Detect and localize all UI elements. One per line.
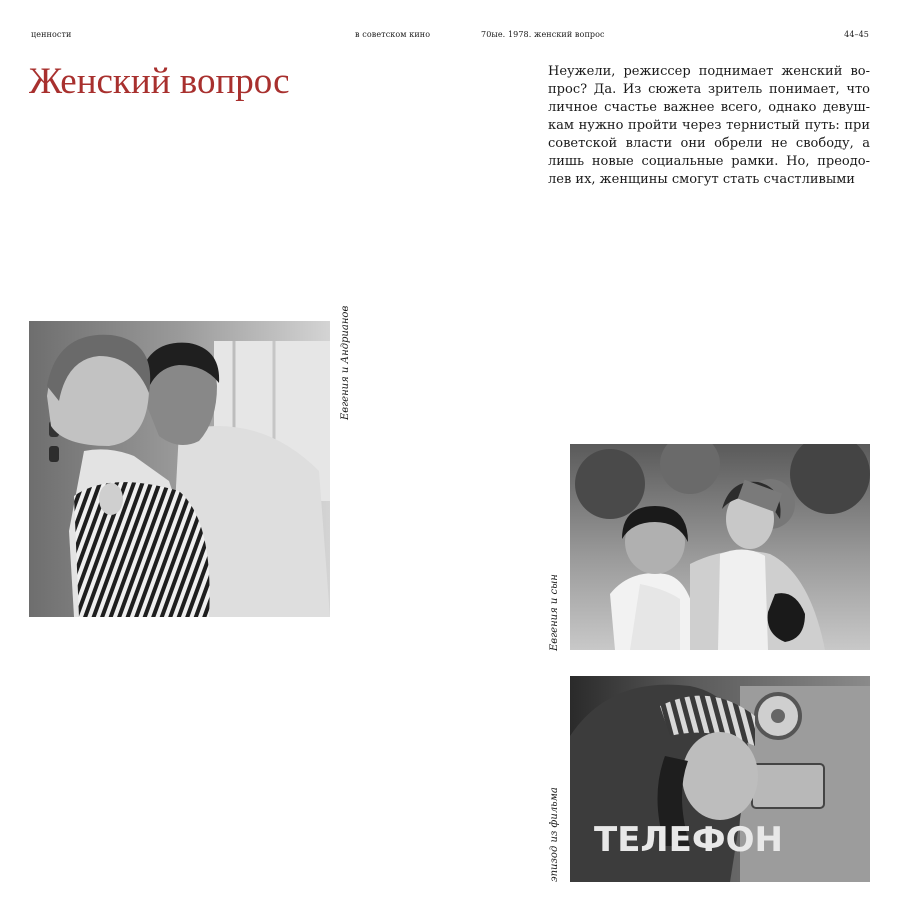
photo-couple-image — [29, 321, 330, 617]
body-paragraph: Неужели, режиссер поднимает женский вопрос? Да. Из сюжета зритель понимает, что личное счастье важнее всего, однако девушкам нужно пройти через тернистый путь: при советской власти они обрели не свободу, а лишь новые социальные рамки. Но, преодолев их, женщины смогут стать счастливыми — [548, 64, 870, 187]
page-numbers: 44–45 — [844, 30, 869, 39]
section-label: ценности — [31, 30, 72, 39]
page-title: Женский вопрос — [29, 61, 290, 102]
subsection-label: в советском кино — [355, 30, 431, 39]
photo-mother-son — [570, 444, 870, 650]
photo-couple-caption: Евгения и Андрианов — [340, 305, 351, 420]
photo-couple — [29, 321, 330, 617]
photo-mother-son-image — [570, 444, 870, 650]
photo-payphone-image — [570, 676, 870, 882]
payphone-sign-text: ТЕЛЕФОН — [594, 820, 783, 860]
chapter-label: 70ые. 1978. женский вопрос — [481, 30, 605, 39]
photo-payphone — [570, 676, 870, 882]
photo-payphone-caption: эпизод из фильма — [549, 787, 560, 882]
photo-mother-son-caption: Евгения и сын — [549, 574, 560, 651]
